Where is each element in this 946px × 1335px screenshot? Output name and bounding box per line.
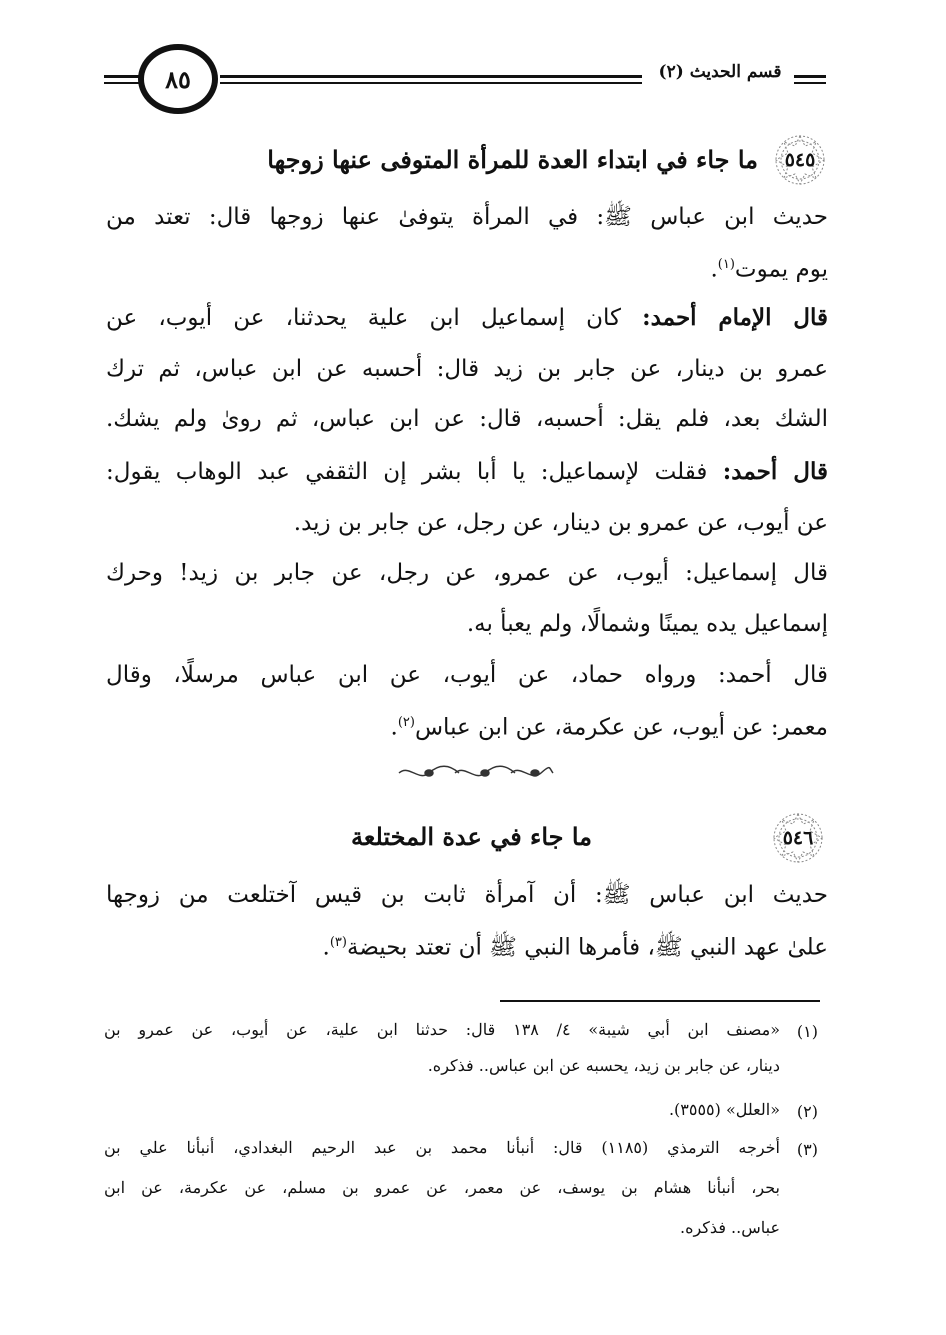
- footnote-number: (٢): [796, 1102, 818, 1121]
- footnote-ref: (١): [717, 257, 735, 272]
- header-rule: [220, 75, 642, 78]
- body-line: عن أيوب، عن عمرو بن دينار، عن رجل، عن جابر بن زيد.: [293, 510, 828, 536]
- header-rule: [104, 82, 140, 84]
- footnote-ref: (٢): [397, 715, 415, 730]
- body-line: قال أحمد: فقلت لإسماعيل: يا أبا بشر إن الثقفي عبد الوهاب يقول:: [106, 458, 828, 485]
- body-line: يوم يموت$^{(١)}$.: [710, 256, 828, 283]
- header-rule: [794, 75, 826, 78]
- header-rule: [794, 82, 826, 84]
- footnote-line: أخرجه الترمذي (١١٨٥) قال: أنبأنا محمد بن عبد الرحيم البغدادي، أنبأنا علي بن: [104, 1138, 780, 1157]
- section-number: ٥٤٥: [784, 149, 816, 171]
- running-title: قسم الحديث (٢): [658, 62, 782, 82]
- section-number-badge: [772, 140, 828, 180]
- footnote-line: بحر، أنبأنا هشام بن يوسف، عن معمر، عن عمرو بن مسلم، عن عكرمة، عن ابن: [104, 1178, 780, 1197]
- footnote-number: (١): [796, 1022, 818, 1041]
- page-number: ٨٥: [165, 64, 191, 94]
- header-rule: [220, 82, 642, 84]
- body-line: قال أحمد: ورواه حماد، عن أيوب، عن ابن عباس مرسلًا، وقال: [106, 662, 828, 688]
- section-number: ٥٤٦: [782, 827, 814, 849]
- footnote-line: دينار، عن جابر بن زيد، يحسبه عن ابن عباس.. فذكره.: [427, 1056, 780, 1075]
- body-line: الشك بعد، فلم يقل: أحسبه، قال: عن ابن عباس، ثم رویٰ ولم يشك.: [106, 406, 828, 432]
- page-number-badge: [138, 44, 218, 114]
- body-line: حديث ابن عباس ﷺ: أن آمرأة ثابت بن قيس آختلعت من زوجها: [106, 882, 828, 908]
- footnote-separator: [500, 1000, 820, 1002]
- ornament-divider: [395, 764, 555, 782]
- footnote-line: عباس.. فذكره.: [680, 1218, 780, 1237]
- page-header: [104, 42, 826, 122]
- body-line: علىٰ عهد النبي ﷺ، فأمرها النبي ﷺ أن تعتد بحيضة$^{(٣)}$.: [322, 934, 828, 961]
- body-line: إسماعيل يده يمينًا وشمالًا، ولم يعبأ به.: [466, 611, 828, 637]
- footnote-line: «مصنف ابن أبي شيبة» ٤/ ١٣٨ قال: حدثنا ابن علية، عن أيوب، عن عمرو بن: [104, 1020, 781, 1039]
- body-line: عمرو بن دينار، عن جابر بن زيد قال: أحسبه عن ابن عباس، ثم ترك: [106, 356, 828, 382]
- speaker-label: قال أحمد:: [722, 458, 828, 485]
- section-number-badge: [770, 818, 826, 858]
- section-title: ما جاء في عدة المختلعة: [351, 822, 592, 851]
- footnote-ref: (٣): [329, 935, 347, 950]
- body-line: قال الإمام أحمد: كان إسماعيل ابن علية يحدثنا، عن أيوب، عن: [106, 304, 828, 331]
- footnote-number: (٣): [796, 1140, 818, 1159]
- section-title: ما جاء في ابتداء العدة للمرأة المتوفى عنها زوجها: [267, 145, 758, 174]
- body-line: قال إسماعيل: أيوب، عن عمرو، عن رجل، عن جابر بن زيد! وحرك: [106, 560, 828, 586]
- footnote-line: «العلل» (٣٥٥٥).: [668, 1100, 780, 1119]
- body-line: حديث ابن عباس ﷺ: في المرأة يتوفىٰ عنها زوجها قال: تعتد من: [106, 204, 828, 230]
- speaker-label: قال الإمام أحمد:: [642, 304, 828, 331]
- header-rule: [104, 75, 140, 78]
- body-line: معمر: عن أيوب، عن عكرمة، عن ابن عباس$^{(٢)}$.: [390, 714, 828, 741]
